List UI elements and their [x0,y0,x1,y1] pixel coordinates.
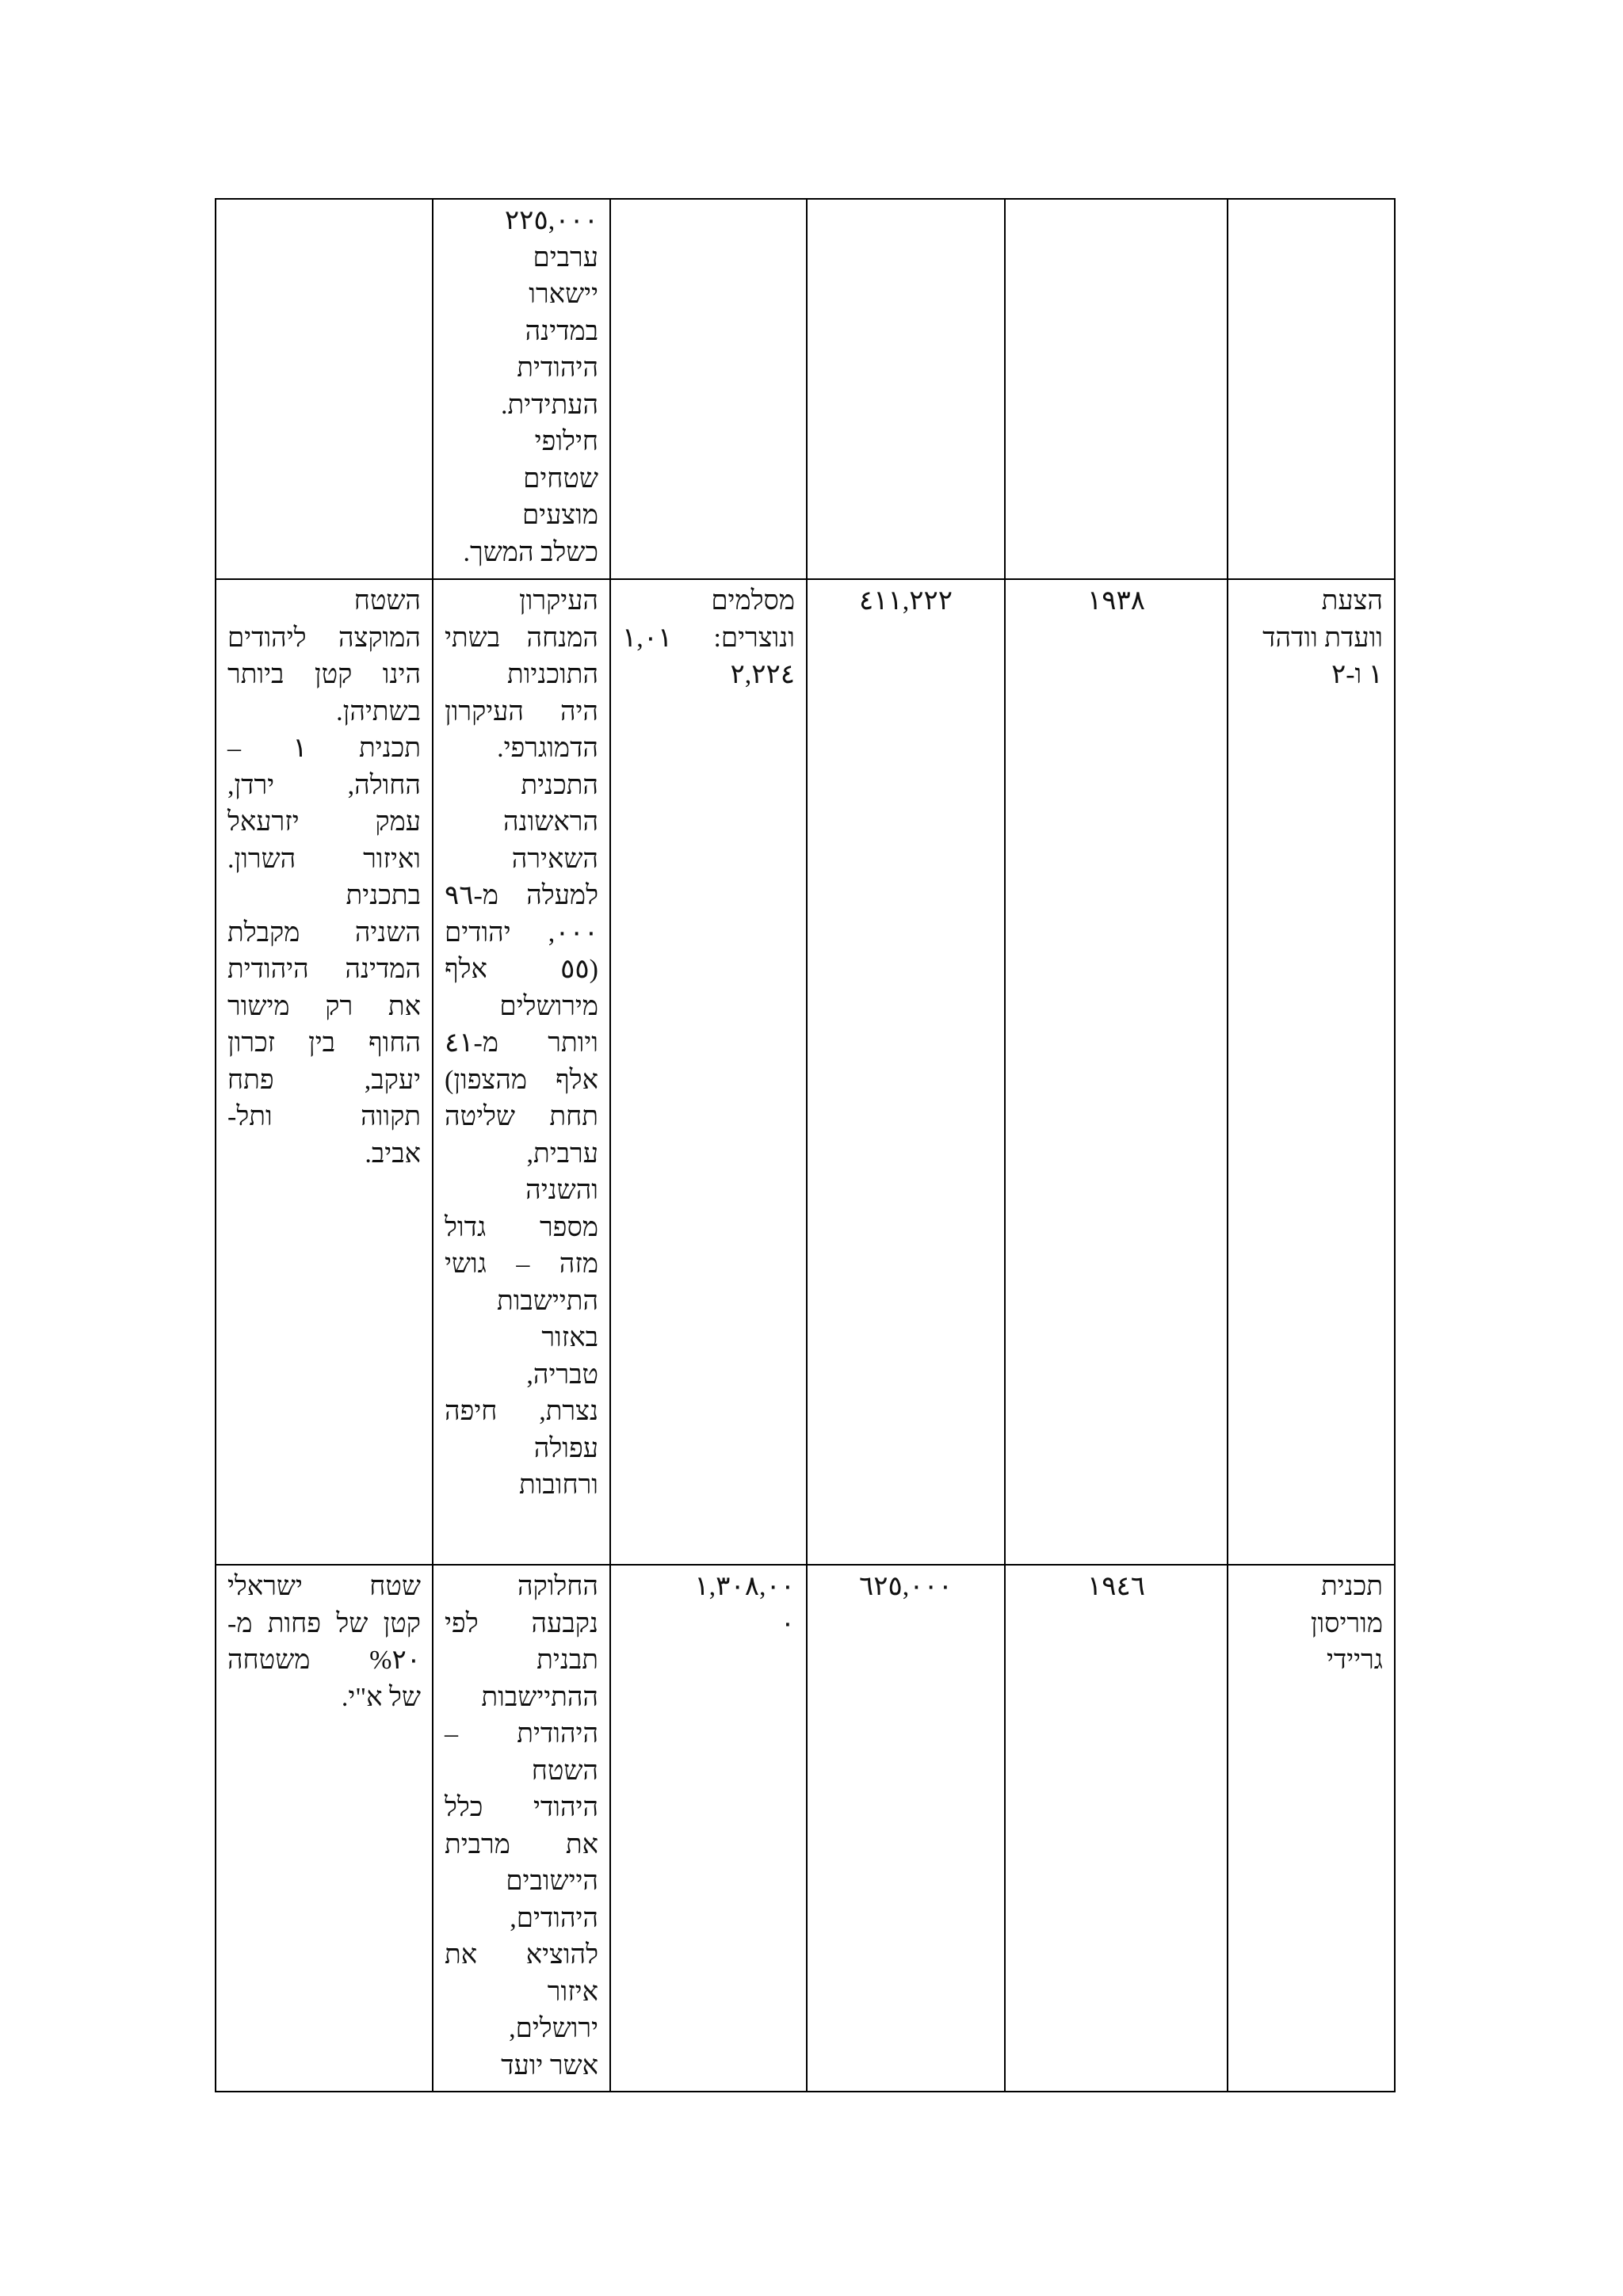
cell-text-line: ערבים [533,242,598,273]
cell-text-line: איזור [547,1977,598,2007]
cell-text-line: יישארו [529,280,598,309]
cell-text-line: אשר יועד [501,2050,598,2081]
jewish-area-cell [216,1565,433,2092]
cell-text-line: התיישבות [496,1286,598,1316]
year-cell [1005,579,1228,1565]
arab-population-cell [610,579,807,1565]
cell-text-line: העתידית. [501,390,598,420]
plan-name-cell [1228,579,1395,1565]
cell-text-line: ٠٠٠, יהודים [445,917,598,948]
jewish-population-cell [807,199,1005,579]
cell-text-line: ١,٣٠٨,٠٠ [694,1572,795,1601]
cell-text-line: של א"י. [341,1682,421,1712]
cell-text-line: אביב. [365,1138,421,1169]
cell-text-line: ויותר מ-٤١ [445,1028,598,1058]
cell-text-line: במדינה [525,316,598,346]
cell-text-line: תקווה ותל- [227,1102,421,1131]
cell-text-line: ערבית, [526,1138,598,1169]
cell-text-line: הראשונה [502,807,598,837]
cell-text-line: השטח [353,586,421,616]
cell-text-line: את מרבית [445,1829,598,1859]
cell-text-line: באזור [541,1323,598,1352]
cell-text-line: נצרת, חיפה [445,1397,598,1426]
cell-text-line: טבריה, [526,1360,598,1390]
cell-text-line: המנחה בשתי [445,623,598,653]
cell-text-line: מספר גדול [445,1212,598,1242]
plan-name-cell [1228,1565,1395,2092]
cell-text-line: תכנית ١ – [227,734,422,763]
table-row [216,199,1395,579]
cell-text-line: עפולה [533,1433,598,1463]
cell-text-line: מוריסון [1310,1608,1383,1638]
cell-text-line: המדינה היהודית [227,955,421,984]
year-cell [1005,199,1228,579]
cell-text-line: החוף בין זכרון [227,1028,421,1058]
year-cell [1005,1565,1228,2092]
table-row [216,579,1395,1565]
cell-text-line: והשניה [525,1176,598,1205]
cell-text-line: היהודית – [445,1719,598,1749]
cell-text-line: מזה – גושי [445,1249,598,1279]
jewish-area-cell [216,579,433,1565]
cell-text-line: ٠ [780,1608,795,1638]
cell-text-line: קטן של פחות מ- [227,1608,421,1638]
cell-text: ٦٢٥,٠٠٠ [858,1572,953,1601]
plans-table [215,198,1396,2092]
cell-text-line: מירושלים [499,991,598,1021]
arab-population-cell [610,199,807,579]
jewish-area-cell [216,199,433,579]
cell-text-line: הדמוגרפי. [497,734,598,763]
cell-text-line: חילופי [534,427,598,456]
cell-text-line: להוציא את [445,1940,598,1970]
cell-text: ١٩٤٦ [1086,1572,1146,1601]
cell-text-line: מוצעים [521,501,598,530]
cell-text-line: השאירה [511,844,598,874]
cell-text-line: נקבעה לפי [445,1608,598,1638]
cell-text-line: את רק מישור [227,991,421,1021]
cell-text-line: יעקב, פתח [227,1065,421,1095]
cell-text-line: עמק יזרעאל [227,807,421,837]
cell-text-line: המוקצה ליהודים [227,623,421,653]
cell-text-line: החולה, ירדן, [227,770,421,800]
cell-text-line: תכנית [1320,1572,1383,1601]
cell-text: ١٩٣٨ [1086,586,1146,616]
cell-text-line: ואיזור השרון. [227,844,421,874]
cell-text-line: ירושלים, [509,2014,598,2043]
table-row [216,1565,1395,2092]
cell-text-line: הצעת [1321,586,1383,616]
cell-text-line: היהודית [517,353,598,383]
cell-text-line: הינו קטן ביותר [227,660,421,689]
jewish-population-cell [807,1565,1005,2092]
cell-text-line: החלוקה [517,1572,598,1601]
cell-text-line: (٥٥ אלף [445,955,598,984]
cell-text-line: התוכניות [506,660,598,689]
cell-text-line: מסלמים [711,586,795,616]
cell-text-line: ונוצרים: ١,٠١ [622,623,795,653]
cell-text-line: כשלב המשך. [463,537,598,567]
cell-text-line: תחת שליטה [445,1102,598,1131]
cell-text-line: ٢٢٥,٠٠٠ [504,206,598,235]
cell-text-line: וועדת וודהד [1262,623,1383,653]
cell-text-line: השניה מקבלת [227,917,421,948]
cell-text-line: השטח [531,1756,598,1786]
cell-text-line: בשתיהן. [336,696,421,727]
cell-text-line: העיקרון [519,586,598,616]
division-principle-cell [433,579,610,1565]
cell-text-line: שטח ישראלי [227,1572,421,1601]
division-principle-cell [433,1565,610,2092]
jewish-population-cell [807,579,1005,1565]
cell-text-line: התכנית [521,770,598,800]
cell-text-line: היה העיקרון [445,696,598,727]
cell-text-line: היהודי כלל [445,1793,598,1822]
division-principle-cell [433,199,610,579]
cell-text: ٤١١,٢٢٢ [858,586,953,616]
cell-text-line: היהודים, [510,1903,598,1933]
cell-text-line: ١ ו-٢ [1331,660,1383,689]
arab-population-cell [610,1565,807,2092]
cell-text-line: ההתיישבות [481,1682,598,1712]
cell-text-line: גריידי [1326,1646,1383,1675]
cell-text-line: למעלה מ-٩٦ [445,881,598,910]
cell-text-line: ٢٠% משטחה [227,1646,421,1675]
cell-text-line: תבנית [537,1646,598,1675]
plan-name-cell [1228,199,1395,579]
cell-text-line: שטחים [523,463,598,494]
cell-text-line: ורחובות [518,1470,598,1500]
cell-text-line: היישובים [506,1867,598,1896]
table-body [216,199,1395,2092]
cell-text-line: ٢,٢٢٤ [730,660,795,689]
cell-text-line: אלף מהצפון) [445,1065,598,1095]
cell-text-line: בתכנית [346,881,421,910]
